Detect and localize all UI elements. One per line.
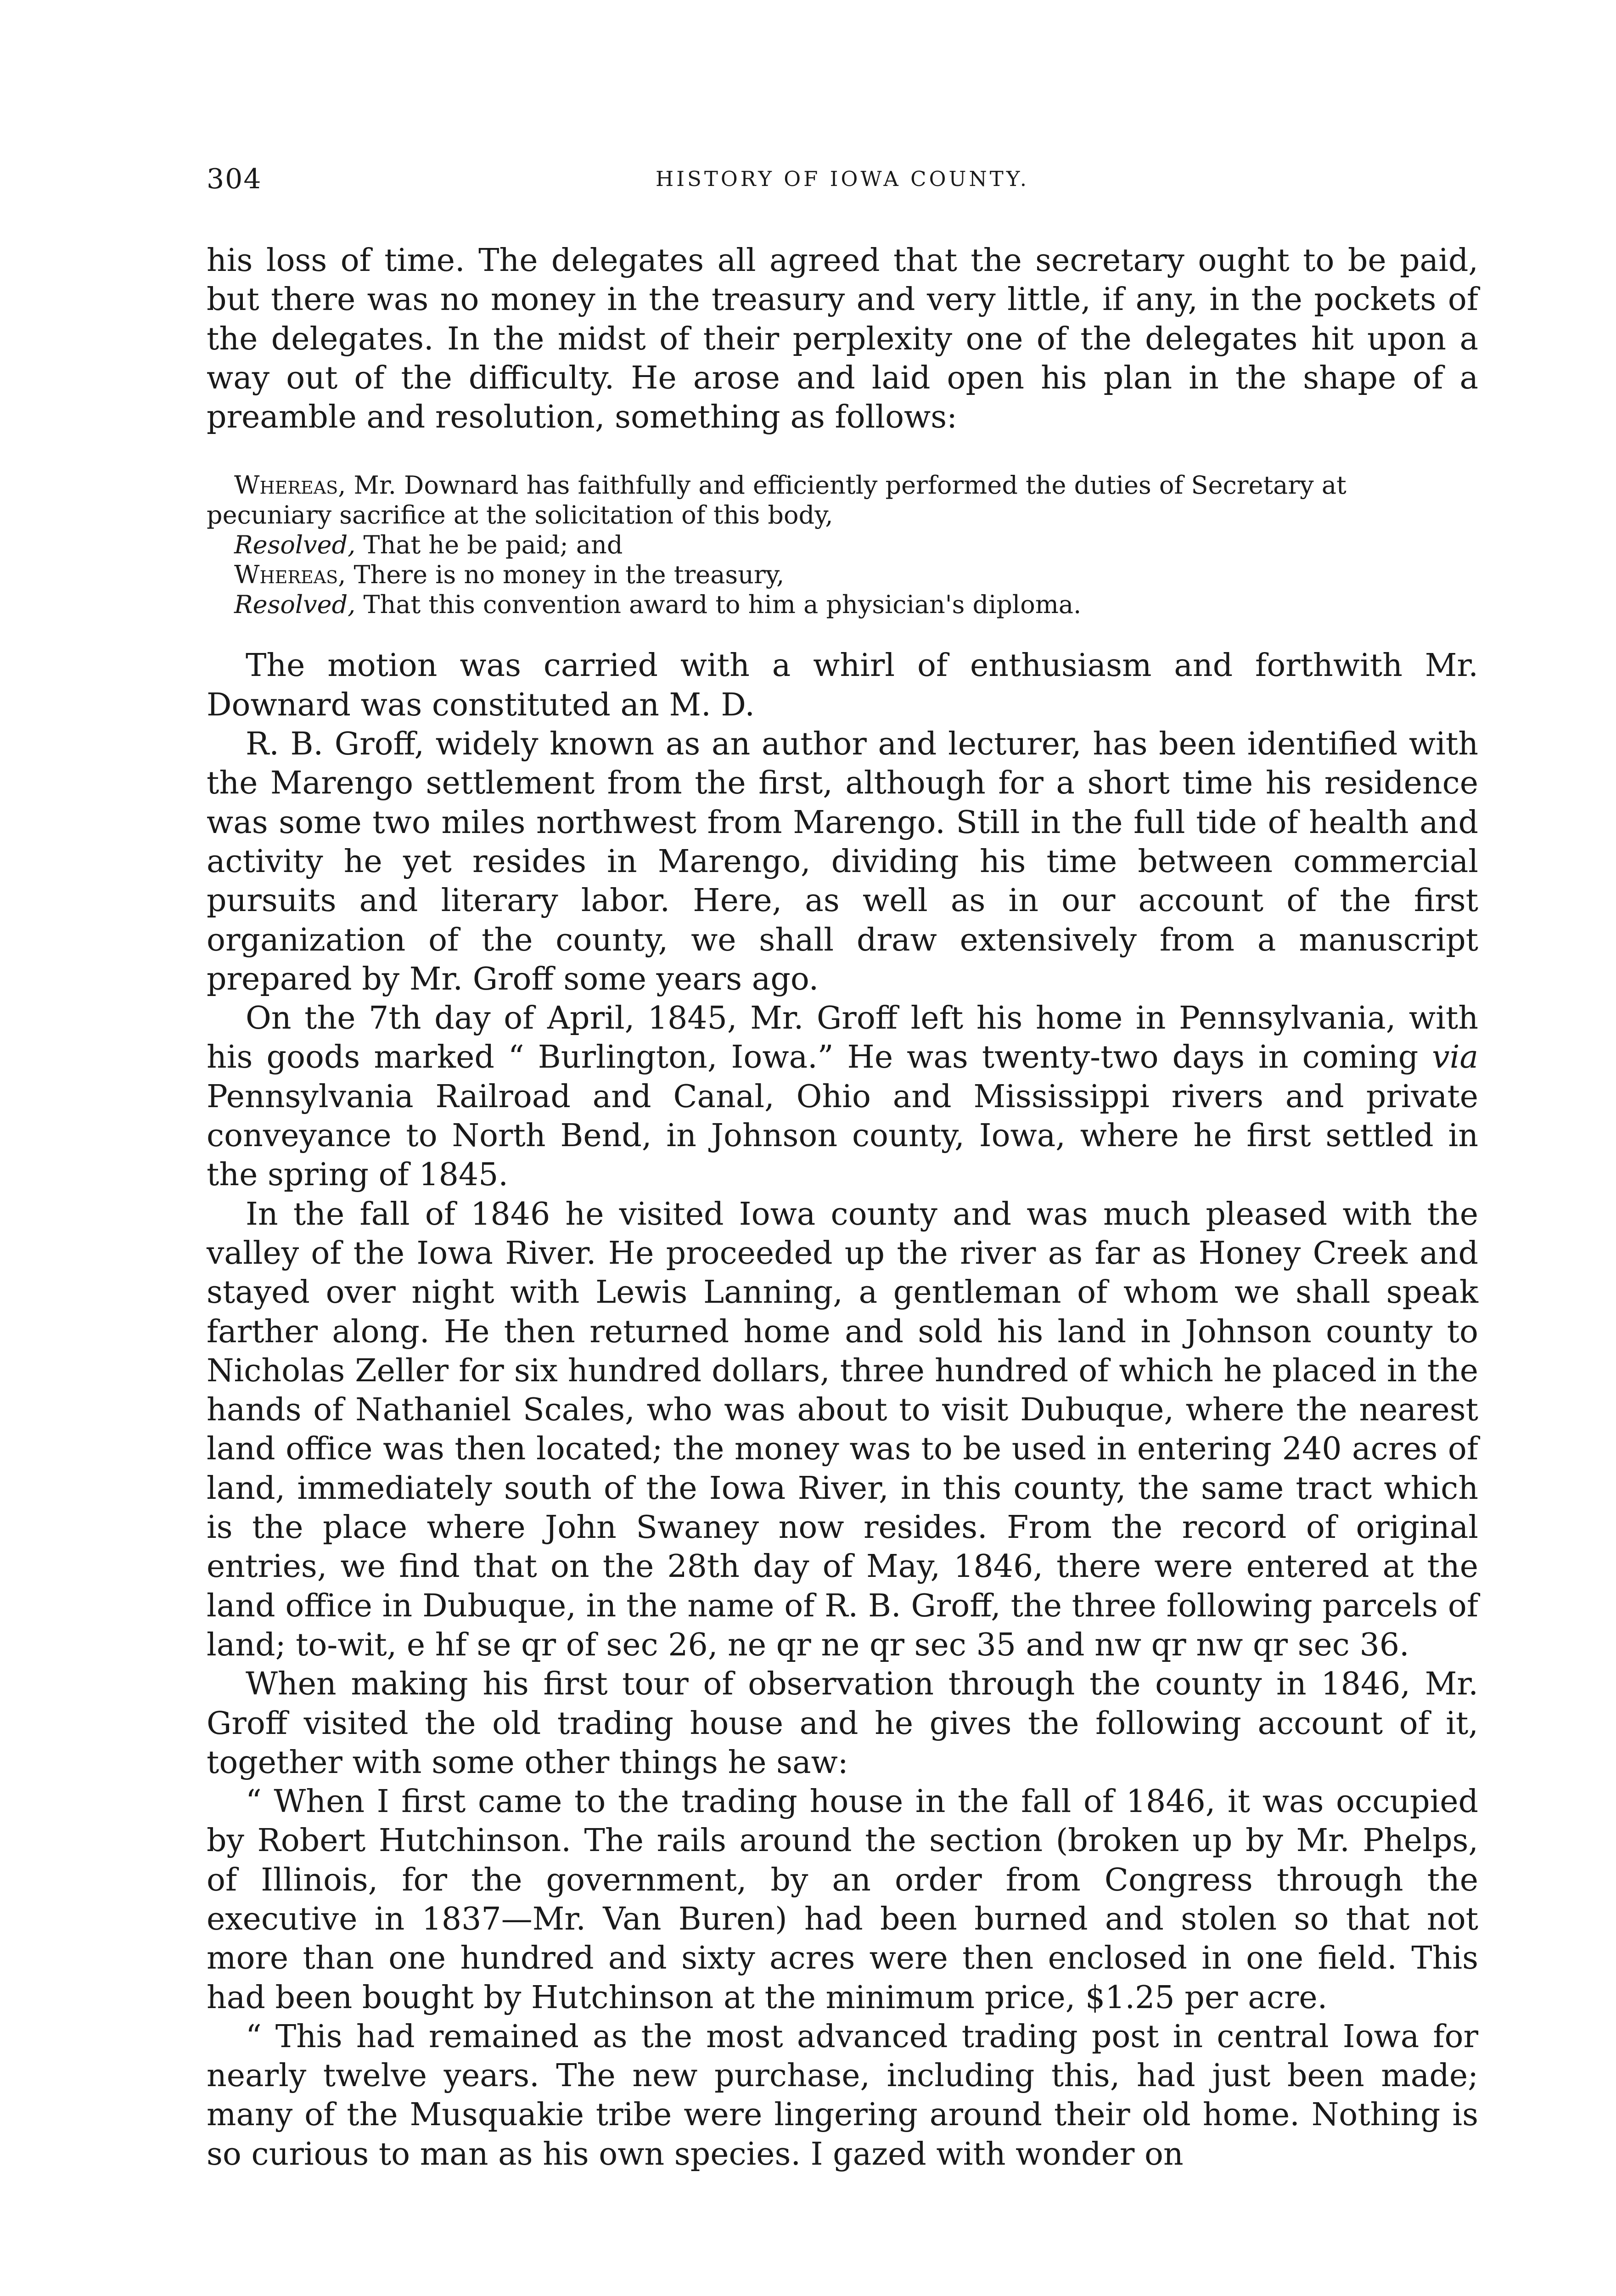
page-number: 304 [207,163,262,195]
resolved-clause-2 [207,590,1478,619]
groff-intro-paragraph: R. B. Groff, widely known as an author and lecturer, has been identified with the Marengo settlement from the first, although for a short time his residence was some two miles northwest from Marengo. Still in the full tide of health and activity he yet resides in Marengo, dividing his time between commercial pursuits and literary labor. Here, as well as in our account of the first organization of the county, we shall draw extensively from a manuscript prepared by Mr. Groff some years ago. [207,726,1478,997]
resolved-clause-1-text: That he be paid; and [355,530,623,560]
body-text [207,241,1478,2174]
whereas-clause-2 [207,560,1478,590]
page-header [207,163,1478,204]
first-tour-paragraph: When making his first tour of observation through the county in 1846, Mr. Groff visited the old trading house and he gives the following account of it, together with some other things he saw: [207,1666,1478,1781]
resolved-clause-1 [207,530,1478,560]
motion-paragraph: The motion was carried with a whirl of enthusiasm and forthwith Mr. Downard was constituted an M. D. [207,647,1478,723]
whereas-word: Whereas, [234,560,346,590]
resolved-clause-2-text: That this convention award to him a physician's diploma. [355,590,1082,619]
opening-paragraph: his loss of time. The delegates all agreed that the secretary ought to be paid, but there was no money in the treasury and very little, if any, in the pockets of the delegates. In the midst of their perplexity one of the delegates hit upon a way out of the difficulty. He arose and laid open his plan in the shape of a preamble and resolution, something as follows: [207,242,1478,436]
fall-1846-paragraph: In the fall of 1846 he visited Iowa county and was much pleased with the valley of the Iowa River. He proceeded up the river as far as Honey Creek and stayed over night with Lewis Lanning, a gentleman of whom we shall speak farther along. He then returned home and sold his land in Johnson county to Nicholas Zeller for six hundred dollars, three hundred of which he placed in the hands of Nathaniel Scales, who was about to visit Dubuque, where the nearest land office was then located; the money was to be used in entering 240 acres of land, immediately south of the Iowa River, in this county, the same tract which is the place where John Swaney now resides. From the record of original entries, we find that on the 28th day of May, 1846, there were entered at the land office in Dubuque, in the name of R. B. Groff, the three following parcels of land; to-wit, e hf se qr of sec 26, ne qr ne qr sec 35 and nw qr nw qr sec 36. [207,1196,1478,1663]
via-italic: via [1432,1039,1478,1076]
whereas-clause-1 [207,470,1478,500]
whereas-clause-1-continuation: pecuniary sacrifice at the solicitation of this body, [207,501,833,530]
running-head: HISTORY OF IOWA COUNTY. [655,167,1029,191]
trading-post-quote-paragraph: “ This had remained as the most advanced trading post in central Iowa for nearly twelve years. The new purchase, including this, had just been made; many of the Musquakie tribe were lingering around their old home. Nothing is so curious to man as his own species. I gazed with wonder on [207,2018,1478,2172]
april-paragraph-text-a: On the 7th day of April, 1845, Mr. Groff left his home in Pennsylvania, with his goods marked “ Burlington, Iowa.” He was twenty-two days in coming [207,1000,1478,1076]
resolved-word: Resolved, [234,590,356,619]
whereas-word: Whereas, [234,471,346,500]
resolved-word: Resolved, [234,530,356,560]
april-1845-paragraph [207,999,1478,1194]
april-paragraph-text-b: Pennsylvania Railroad and Canal, Ohio and Mississippi rivers and private conveyance to North Bend, in Johnson county, Iowa, where he first settled in the spring of 1845. [207,1078,1478,1193]
trading-house-quote-paragraph: “ When I first came to the trading house in the fall of 1846, it was occupied by Robert Hutchinson. The rails around the section (broken up by Mr. Phelps, of Illinois, for the government, by an order from Congress through the executive in 1837—Mr. Van Buren) had been burned and stolen so that not more than one hundred and sixty acres were then enclosed in one field. This had been bought by Hutchinson at the minimum price, $1.25 per acre. [207,1784,1478,2016]
whereas-clause-2-text: There is no money in the treasury, [346,560,785,590]
whereas-clause-1-text: Mr. Downard has faithfully and efficiently performed the duties of Secretary at [346,471,1347,500]
preamble-and-resolution [207,470,1478,619]
